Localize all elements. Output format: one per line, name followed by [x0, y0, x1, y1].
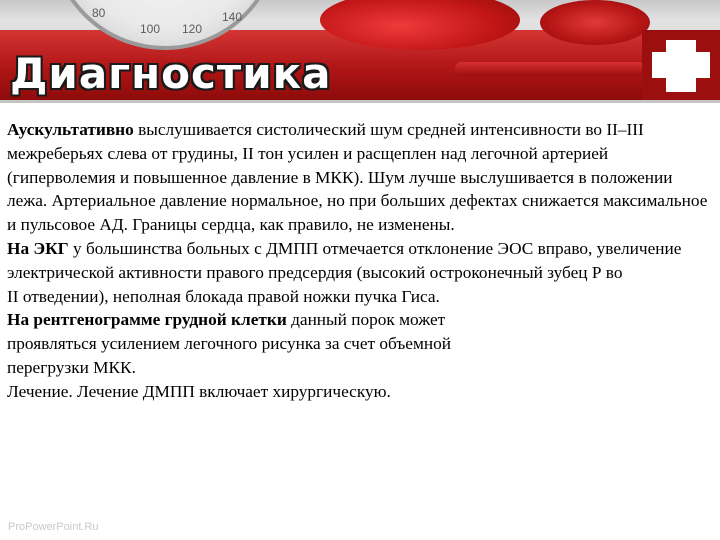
medical-cross-icon [642, 30, 720, 100]
paragraph: перегрузки МКК. [7, 357, 136, 377]
paragraph-text: выслушивается систолический шум средней интенсивности во II–III межреберьях слева от грудины, II тон усилен и расщеплен над легочной артерией [7, 120, 644, 163]
stethoscope-tube-image [455, 62, 645, 76]
gauge-number: 140 [222, 10, 243, 24]
stethoscope-image [540, 0, 650, 45]
footer-watermark: ProPowerPoint.Ru [8, 521, 99, 533]
paragraph-text: у большинства больных с ДМПП отмечается отклонение ЭОС вправо, увеличение электрической активности правого предсердия (высокий остроконечный зубец Р во [7, 238, 682, 282]
paragraph: II отведении), неполная блокада правой ножки пучка Гиса. [7, 286, 440, 306]
gauge-number: 100 [140, 22, 161, 36]
paragraph: (гиперволемия и повышенное давление в МКК). Шум лучше выслушивается в положении лежа. Артериальное давление нормальное, но при больших дефектах снижается максимальное и пульсовое АД. Границы сердца, как правило, не изменены. [7, 167, 708, 235]
paragraph: проявляться усилением легочного рисунка за счет объемной [7, 334, 452, 354]
paragraph-text: данный порок может [286, 310, 446, 330]
bold-term: Аускультативно [7, 120, 134, 139]
slide-body [7, 118, 715, 404]
paragraph [7, 118, 715, 166]
gauge-number: 120 [182, 22, 203, 36]
paragraph: Лечение. Лечение ДМПП включает хирургическую. [7, 381, 391, 401]
header-banner [0, 0, 720, 103]
bold-term: На рентгенограмме грудной клетки [7, 310, 287, 330]
bold-term: На ЭКГ [7, 238, 69, 258]
gauge-number: 80 [92, 6, 106, 20]
paragraph [7, 308, 715, 332]
paragraph [7, 237, 715, 285]
slide-title: Диагностика [10, 49, 332, 98]
